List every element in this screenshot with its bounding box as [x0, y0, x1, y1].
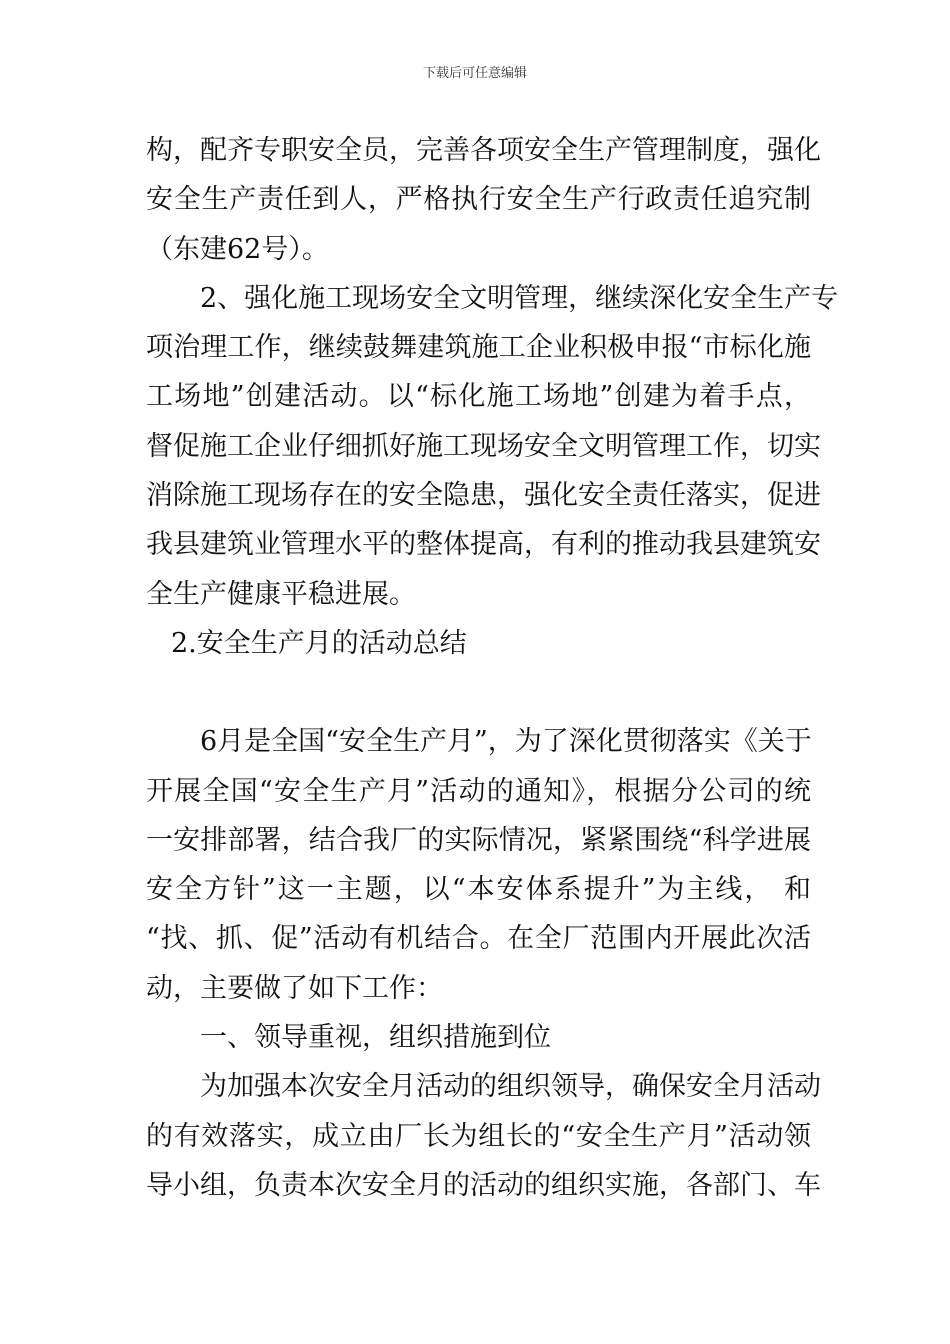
text-line: 督促施工企业仔细抓好施工现场安全文明管理工作，切实: [146, 430, 821, 462]
text-line: 一安排部署，结合我厂的实际情况，紧紧围绕“科学进展: [146, 824, 811, 856]
paragraph-gap: [146, 668, 811, 717]
text-line: 我县建筑业管理水平的整体提高，有利的推动我县建筑安: [146, 529, 821, 561]
text-line: 工场地”创建活动。以“标化施工场地”创建为着手点，: [146, 381, 811, 413]
text-line: 为加强本次安全月活动的组织领导，确保安全月活动: [200, 1071, 821, 1103]
text-line: 2、强化施工现场安全文明管理，继续深化安全生产专: [200, 282, 839, 314]
text-line: 动，主要做了如下工作：: [146, 972, 443, 1004]
text-line: （东建62号）。: [146, 233, 329, 265]
text-line: 全生产健康平稳进展。: [146, 578, 416, 610]
text-line: 构，配齐专职安全员，完善各项安全生产管理制度，强化: [146, 135, 821, 166]
text-line: 6月是全国“安全生产月”，为了深化贯彻落实《关于: [200, 726, 812, 758]
text-line: “找、抓、促”活动有机结合。在全厂范围内开展此次活: [146, 923, 811, 955]
section-heading: 2.安全生产月的活动总结: [171, 627, 467, 659]
text-line: 消除施工现场存在的安全隐患，强化安全责任落实，促进: [146, 480, 821, 512]
document-body: [146, 126, 839, 1210]
text-line: 安全方针”这一主题，以“本安体系提升”为主线， 和: [146, 874, 811, 906]
text-line: 的有效落实，成立由厂长为组长的“安全生产月”活动领: [146, 1120, 811, 1152]
subsection-heading: 一、领导重视，组织措施到位: [200, 1022, 551, 1054]
text-line: 导小组，负责本次安全月的活动的组织实施，各部门、车: [146, 1169, 821, 1201]
text-line: 项治理工作，继续鼓舞建筑施工企业积极申报“市标化施: [146, 332, 811, 364]
page-header: 下载后可任意编辑: [422, 66, 527, 81]
text-line: 安全生产责任到人，严格执行安全生产行政责任追究制: [146, 184, 811, 216]
text-line: 开展全国“安全生产月”活动的通知》，根据分公司的统: [146, 775, 811, 807]
